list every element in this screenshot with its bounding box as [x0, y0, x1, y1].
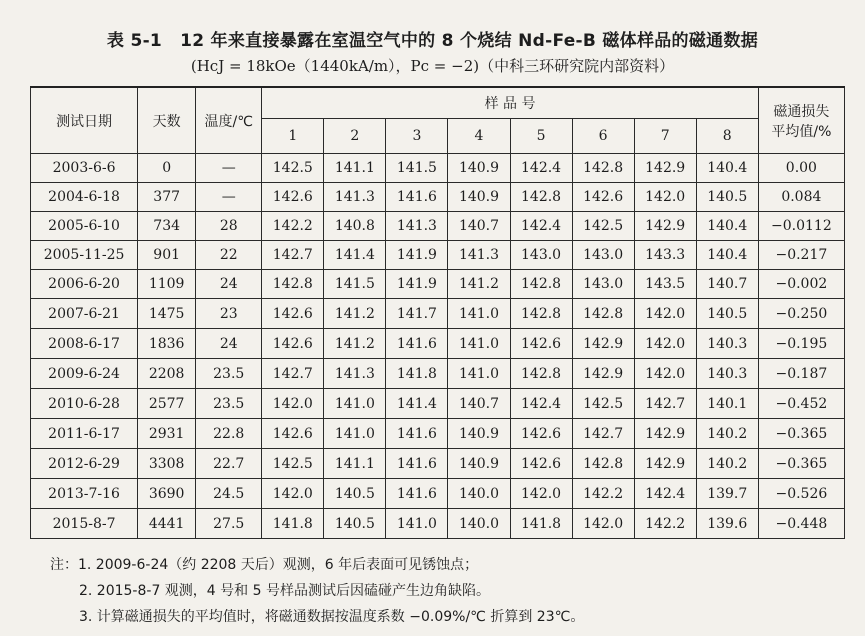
table-row	[31, 449, 845, 479]
cell-temp: 24	[196, 270, 262, 299]
cell-sample-3: 141.8	[386, 359, 448, 389]
cell-temp: 24	[196, 329, 262, 359]
table-row	[31, 299, 845, 329]
cell-days: 1836	[138, 329, 196, 359]
cell-sample-4: 140.9	[448, 183, 510, 212]
cell-sample-6: 142.8	[572, 299, 634, 329]
cell-sample-6: 142.0	[572, 509, 634, 539]
cell-sample-4: 140.9	[448, 419, 510, 449]
cell-sample-1: 142.7	[262, 359, 324, 389]
cell-days: 901	[138, 241, 196, 270]
cell-sample-2: 141.2	[324, 329, 386, 359]
cell-sample-2: 140.5	[324, 509, 386, 539]
cell-sample-4: 140.7	[448, 212, 510, 241]
cell-sample-3: 141.6	[386, 419, 448, 449]
cell-date: 2011-6-17	[31, 419, 138, 449]
table-row	[31, 270, 845, 299]
cell-sample-6: 143.0	[572, 270, 634, 299]
table-row	[31, 479, 845, 509]
cell-days: 734	[138, 212, 196, 241]
cell-sample-1: 142.7	[262, 241, 324, 270]
cell-sample-4: 141.0	[448, 329, 510, 359]
header-sample-6: 6	[572, 119, 634, 154]
cell-flux-loss: −0.187	[758, 359, 844, 389]
cell-sample-6: 142.9	[572, 359, 634, 389]
cell-temp: 27.5	[196, 509, 262, 539]
cell-sample-8: 140.7	[696, 270, 758, 299]
table-notes	[50, 552, 850, 630]
cell-temp: 22	[196, 241, 262, 270]
cell-date: 2010-6-28	[31, 389, 138, 419]
cell-date: 2008-6-17	[31, 329, 138, 359]
cell-temp: —	[196, 154, 262, 183]
cell-sample-3: 141.6	[386, 329, 448, 359]
cell-temp: 23	[196, 299, 262, 329]
cell-days: 1475	[138, 299, 196, 329]
cell-sample-3: 141.0	[386, 509, 448, 539]
cell-sample-8: 140.3	[696, 359, 758, 389]
cell-flux-loss: 0.00	[758, 154, 844, 183]
cell-days: 3308	[138, 449, 196, 479]
cell-sample-7: 143.3	[634, 241, 696, 270]
cell-sample-6: 142.8	[572, 154, 634, 183]
cell-date: 2012-6-29	[31, 449, 138, 479]
cell-sample-3: 141.4	[386, 389, 448, 419]
note-2: 2. 2015-8-7 观测，4 号和 5 号样品测试后因磕碰产生边角缺陷。	[79, 583, 490, 599]
table-subtitle: (HcJ = 18kOe（1440kA/m），Pc = −2)（中科三环研究院内部资料）	[190, 57, 675, 75]
cell-sample-2: 141.1	[324, 154, 386, 183]
cell-sample-7: 142.9	[634, 154, 696, 183]
cell-sample-1: 142.6	[262, 329, 324, 359]
cell-days: 377	[138, 183, 196, 212]
cell-sample-4: 140.9	[448, 154, 510, 183]
cell-sample-7: 142.9	[634, 212, 696, 241]
header-sample-4: 4	[448, 119, 510, 154]
cell-flux-loss: −0.195	[758, 329, 844, 359]
cell-sample-2: 141.3	[324, 183, 386, 212]
cell-sample-1: 142.5	[262, 154, 324, 183]
magnetic-flux-table	[30, 86, 845, 539]
table-number: 表 5-1	[106, 31, 163, 51]
cell-sample-7: 143.5	[634, 270, 696, 299]
cell-temp: 23.5	[196, 359, 262, 389]
table-row	[31, 241, 845, 270]
table-row	[31, 212, 845, 241]
cell-sample-2: 141.0	[324, 419, 386, 449]
cell-sample-5: 142.8	[510, 359, 572, 389]
cell-days: 0	[138, 154, 196, 183]
cell-sample-2: 141.4	[324, 241, 386, 270]
cell-days: 2577	[138, 389, 196, 419]
cell-sample-1: 142.0	[262, 479, 324, 509]
cell-sample-7: 142.0	[634, 183, 696, 212]
cell-sample-4: 141.0	[448, 299, 510, 329]
cell-sample-8: 140.4	[696, 154, 758, 183]
cell-flux-loss: −0.0112	[758, 212, 844, 241]
cell-sample-2: 140.5	[324, 479, 386, 509]
cell-sample-8: 139.7	[696, 479, 758, 509]
cell-days: 2931	[138, 419, 196, 449]
cell-date: 2007-6-21	[31, 299, 138, 329]
header-sample-1: 1	[262, 119, 324, 154]
note-1: 注：1. 2009-6-24（约 2208 天后）观测，6 年后表面可见锈蚀点；	[50, 557, 479, 573]
header-sample-5: 5	[510, 119, 572, 154]
cell-date: 2003-6-6	[31, 154, 138, 183]
cell-date: 2005-6-10	[31, 212, 138, 241]
cell-sample-1: 141.8	[262, 509, 324, 539]
cell-sample-3: 141.7	[386, 299, 448, 329]
header-days: 天数	[138, 87, 196, 154]
header-sample-8: 8	[696, 119, 758, 154]
cell-days: 3690	[138, 479, 196, 509]
cell-sample-8: 140.1	[696, 389, 758, 419]
cell-flux-loss: 0.084	[758, 183, 844, 212]
cell-sample-8: 140.2	[696, 449, 758, 479]
cell-sample-2: 141.2	[324, 299, 386, 329]
cell-sample-6: 142.5	[572, 389, 634, 419]
table-row	[31, 509, 845, 539]
cell-sample-1: 142.0	[262, 389, 324, 419]
table-row	[31, 359, 845, 389]
cell-sample-8: 140.3	[696, 329, 758, 359]
table-row	[31, 183, 845, 212]
cell-flux-loss: −0.365	[758, 419, 844, 449]
cell-sample-7: 142.2	[634, 509, 696, 539]
cell-sample-5: 142.8	[510, 270, 572, 299]
table-body	[31, 154, 845, 539]
cell-date: 2015-8-7	[31, 509, 138, 539]
cell-sample-1: 142.6	[262, 299, 324, 329]
cell-temp: 22.7	[196, 449, 262, 479]
cell-sample-7: 142.4	[634, 479, 696, 509]
cell-sample-5: 142.8	[510, 183, 572, 212]
cell-sample-5: 142.6	[510, 419, 572, 449]
cell-date: 2009-6-24	[31, 359, 138, 389]
cell-sample-5: 141.8	[510, 509, 572, 539]
cell-sample-8: 140.4	[696, 241, 758, 270]
header-temperature: 温度/℃	[196, 87, 262, 154]
cell-sample-2: 141.1	[324, 449, 386, 479]
cell-date: 2005-11-25	[31, 241, 138, 270]
cell-flux-loss: −0.002	[758, 270, 844, 299]
cell-sample-6: 142.5	[572, 212, 634, 241]
header-sample-7: 7	[634, 119, 696, 154]
cell-sample-7: 142.0	[634, 299, 696, 329]
note-3: 3. 计算磁通损失的平均值时，将磁通数据按温度系数 −0.09%/℃ 折算到 23℃。	[79, 609, 585, 625]
cell-sample-4: 140.0	[448, 479, 510, 509]
cell-sample-3: 141.6	[386, 183, 448, 212]
cell-sample-1: 142.5	[262, 449, 324, 479]
cell-sample-8: 140.4	[696, 212, 758, 241]
cell-sample-7: 142.9	[634, 449, 696, 479]
cell-sample-3: 141.6	[386, 479, 448, 509]
cell-sample-8: 140.2	[696, 419, 758, 449]
cell-sample-7: 142.7	[634, 389, 696, 419]
header-flux-loss-line1: 磁通损失	[773, 103, 830, 120]
cell-days: 4441	[138, 509, 196, 539]
header-flux-loss-line2: 平均值/%	[771, 123, 832, 140]
table-title	[0, 26, 865, 51]
cell-sample-8: 140.5	[696, 183, 758, 212]
cell-flux-loss: −0.365	[758, 449, 844, 479]
header-flux-loss	[758, 87, 844, 154]
cell-sample-6: 142.2	[572, 479, 634, 509]
cell-sample-6: 142.8	[572, 449, 634, 479]
cell-sample-3: 141.5	[386, 154, 448, 183]
cell-sample-1: 142.2	[262, 212, 324, 241]
cell-temp: 23.5	[196, 389, 262, 419]
cell-date: 2006-6-20	[31, 270, 138, 299]
table-row	[31, 389, 845, 419]
cell-sample-4: 140.9	[448, 449, 510, 479]
cell-temp: —	[196, 183, 262, 212]
cell-sample-4: 141.3	[448, 241, 510, 270]
header-sample-3: 3	[386, 119, 448, 154]
cell-days: 1109	[138, 270, 196, 299]
cell-temp: 22.8	[196, 419, 262, 449]
cell-sample-7: 142.0	[634, 329, 696, 359]
cell-sample-7: 142.0	[634, 359, 696, 389]
table-row	[31, 329, 845, 359]
cell-flux-loss: −0.217	[758, 241, 844, 270]
cell-sample-1: 142.6	[262, 419, 324, 449]
cell-sample-3: 141.9	[386, 241, 448, 270]
cell-sample-4: 141.2	[448, 270, 510, 299]
cell-sample-3: 141.3	[386, 212, 448, 241]
table-row	[31, 154, 845, 183]
header-sample-group: 样 品 号	[262, 87, 759, 119]
cell-sample-4: 141.0	[448, 359, 510, 389]
cell-sample-5: 142.4	[510, 212, 572, 241]
cell-sample-6: 142.9	[572, 329, 634, 359]
cell-flux-loss: −0.526	[758, 479, 844, 509]
cell-sample-4: 140.0	[448, 509, 510, 539]
cell-flux-loss: −0.250	[758, 299, 844, 329]
cell-flux-loss: −0.452	[758, 389, 844, 419]
cell-sample-6: 143.0	[572, 241, 634, 270]
cell-sample-7: 142.9	[634, 419, 696, 449]
cell-sample-8: 139.6	[696, 509, 758, 539]
cell-date: 2013-7-16	[31, 479, 138, 509]
cell-sample-2: 141.0	[324, 389, 386, 419]
cell-sample-8: 140.5	[696, 299, 758, 329]
cell-sample-2: 140.8	[324, 212, 386, 241]
cell-temp: 24.5	[196, 479, 262, 509]
cell-sample-5: 142.6	[510, 449, 572, 479]
cell-sample-5: 142.6	[510, 329, 572, 359]
cell-sample-2: 141.5	[324, 270, 386, 299]
cell-sample-6: 142.7	[572, 419, 634, 449]
table-title-text: 12 年来直接暴露在室温空气中的 8 个烧结 Nd-Fe-B 磁体样品的磁通数据	[180, 31, 759, 51]
cell-sample-5: 142.8	[510, 299, 572, 329]
cell-date: 2004-6-18	[31, 183, 138, 212]
cell-flux-loss: −0.448	[758, 509, 844, 539]
cell-sample-5: 142.0	[510, 479, 572, 509]
table-row	[31, 419, 845, 449]
cell-sample-2: 141.3	[324, 359, 386, 389]
cell-sample-3: 141.9	[386, 270, 448, 299]
cell-temp: 28	[196, 212, 262, 241]
header-sample-2: 2	[324, 119, 386, 154]
cell-days: 2208	[138, 359, 196, 389]
cell-sample-3: 141.6	[386, 449, 448, 479]
cell-sample-1: 142.6	[262, 183, 324, 212]
cell-sample-1: 142.8	[262, 270, 324, 299]
cell-sample-5: 142.4	[510, 389, 572, 419]
cell-sample-6: 142.6	[572, 183, 634, 212]
cell-sample-5: 143.0	[510, 241, 572, 270]
header-test-date: 测试日期	[31, 87, 138, 154]
cell-sample-5: 142.4	[510, 154, 572, 183]
cell-sample-4: 140.7	[448, 389, 510, 419]
